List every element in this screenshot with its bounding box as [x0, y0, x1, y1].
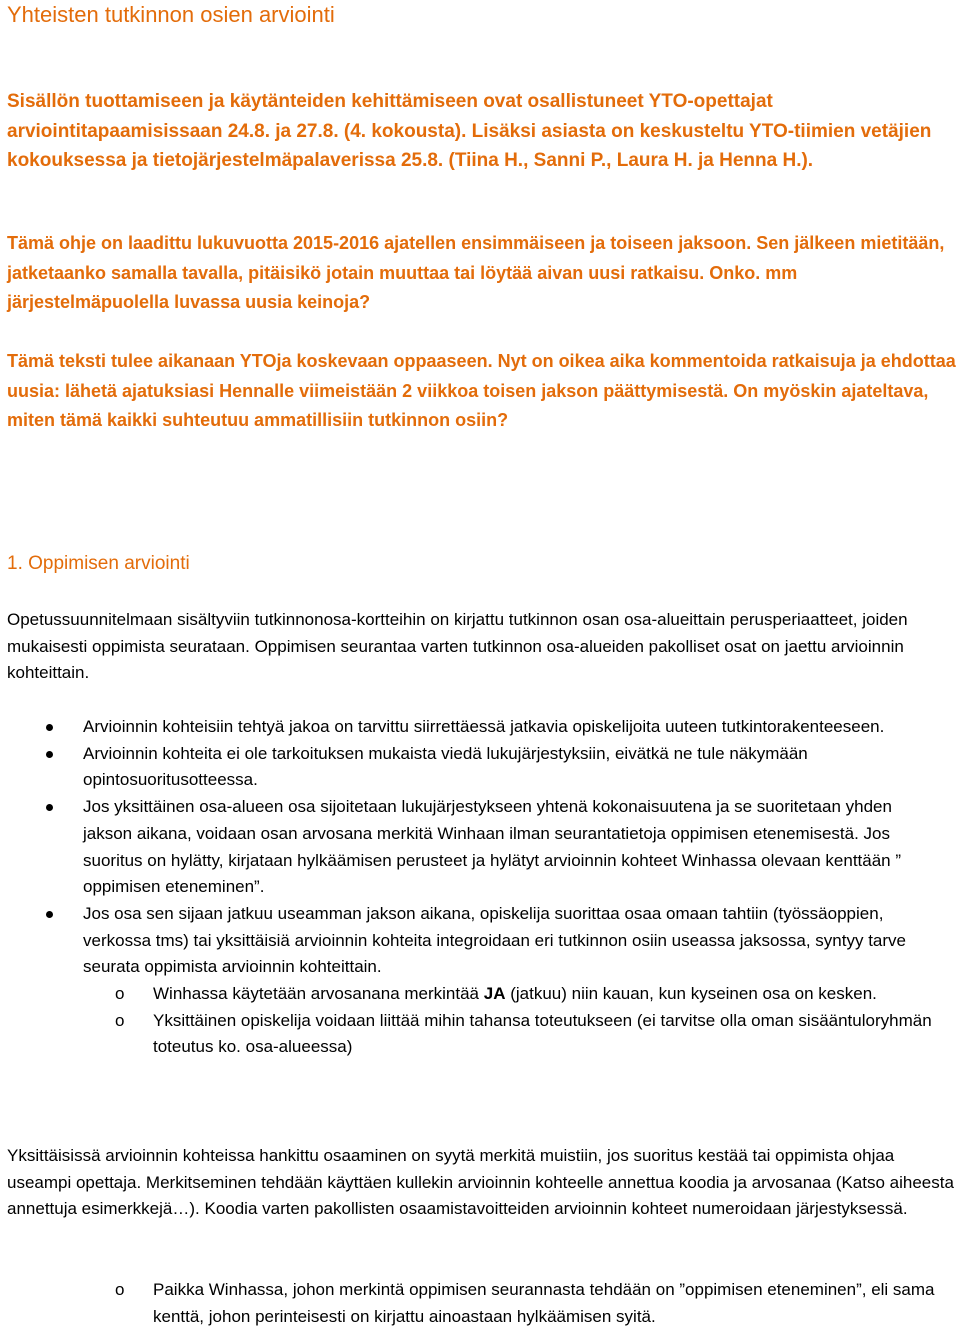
bullet-list	[0, 714, 960, 1061]
final-sub-list	[0, 1277, 960, 1330]
list-item-text: Arvioinnin kohteisiin tehtyä jakoa on tarvittu siirrettäessä jatkavia opiskelijoita uuteen tutkintorakenteeseen.	[83, 717, 885, 736]
sub-list-item	[0, 981, 943, 1008]
sub-item-bold: JA	[483, 984, 506, 1004]
circle-bullet-icon: o	[115, 1010, 125, 1030]
sub-list-item	[0, 1008, 943, 1061]
sub-item-text: Yksittäinen opiskelija voidaan liittää mihin tahansa toteutukseen (ei tarvitse olla oman sisääntuloryhmän toteutus ko. osa-alueessa)	[153, 1010, 932, 1057]
bullet-icon	[46, 751, 53, 758]
list-item-text: Arvioinnin kohteita ei ole tarkoituksen mukaista viedä lukujärjestyksiin, eivätkä ne tule näkymään opintosuoritusotteessa.	[83, 743, 808, 790]
sub-bullet-list	[0, 981, 960, 1061]
document-title: Yhteisten tutkinnon osien arviointi	[7, 2, 335, 27]
sub-item-text: Paikka Winhassa, johon merkintä oppimisen seurannasta tehdään on ”oppimisen eteneminen”, eli sama kenttä, johon perinteisesti on kirjattu ainoastaan hylkäämisen syitä.	[153, 1280, 935, 1326]
list-item	[0, 741, 943, 794]
notice-paragraph-2: Tämä teksti tulee aikanaan YTOja koskevaan oppaaseen. Nyt on oikea aika kommentoida ratkaisuja ja ehdottaa uusia: lähetä ajatuksiasi Hennalle viimeistään 2 viikkoa toisen jakson päättymisestä. On myöskin ajateltava, miten tämä kaikki suhteutuu ammatillisiin tutkinnon osiin?	[7, 351, 956, 430]
list-item-text: Jos osa sen sijaan jatkuu useamman jakson aikana, opiskelija suorittaa osaa omaan tahtiin (työssäoppien, verkossa tms) tai yksittäisiä arvioinnin kohteita integroidaan eri tutkinnon osiin useassa jaksossa, syntyy tarve seurata oppimista arvioinnin kohteittain.	[83, 903, 906, 977]
bullet-icon	[46, 724, 53, 731]
sub-list-container	[0, 981, 960, 1061]
sub-item-text-before: Winhassa käytetään arvosanana merkintää	[153, 984, 484, 1004]
body-paragraph-2: Yksittäisissä arvioinnin kohteissa hankittu osaaminen on syytä merkitä muistiin, jos suoritus kestää tai oppimista ohjaa useampi opettaja. Merkitseminen tehdään käyttäen kullekin arvioinnin kohteelle annettua koodia ja arvosanaa (Katso aiheesta annettuja esimerkkejä…). Koodia varten pakollisten osaamistavoitteiden arvioinnin kohteet numeroidaan järjestyksessä.	[7, 1146, 954, 1219]
list-item-text: Jos yksittäinen osa-alueen osa sijoitetaan lukujärjestykseen yhtenä kokonaisuutena ja se suoritetaan yhden jakson aikana, voidaan osan arvosana merkitä Winhaan ilman seurantatietoja oppimisen etenemisestä. Jos suoritus on hylätty, kirjataan hylkäämisen perusteet ja hylätyt arvioinnin kohteet Winhassa olevaan kenttään ” oppimisen eteneminen”.	[83, 797, 902, 897]
sub-item-text-after: (jatkuu) niin kauan, kun kyseinen osa on kesken.	[505, 984, 877, 1004]
list-item	[0, 794, 943, 901]
bullet-icon	[46, 804, 53, 811]
notice-paragraph-1: Tämä ohje on laadittu lukuvuotta 2015-2016 ajatellen ensimmäiseen ja toiseen jaksoon. Sen jälkeen mietitään, jatketaanko samalla tavalla, pitäisikö jotain muuttaa tai löytää aivan uusi ratkaisu. Onko. mm järjestelmäpuolella luvassa uusia keinoja?	[7, 233, 945, 312]
list-item	[0, 714, 943, 741]
bullet-icon	[46, 911, 53, 918]
circle-bullet-icon: o	[115, 1280, 125, 1299]
sub-list-item	[0, 1277, 953, 1330]
body-paragraph-1: Opetussuunnitelmaan sisältyviin tutkinnonosa-kortteihin on kirjattu tutkinnon osan osa-alueittain perusperiaatteet, joiden mukaisesti oppimista seurataan. Oppimisen seurantaa varten tutkinnon osa-alueiden pakolliset osat on jaettu arvioinnin kohteittain.	[7, 610, 908, 683]
section-heading: 1. Oppimisen arviointi	[7, 553, 190, 574]
list-item	[0, 901, 943, 981]
intro-paragraph: Sisällön tuottamiseen ja käytänteiden kehittämiseen ovat osallistuneet YTO-opettajat arviointitapaamisissaan 24.8. ja 27.8. (4. kokousta). Lisäksi asiasta on keskusteltu YTO-tiimien vetäjien kokouksessa ja tietojärjestelmäpalaverissa 25.8. (Tiina H., Sanni P., Laura H. ja Henna H.).	[7, 91, 932, 171]
circle-bullet-icon: o	[115, 984, 125, 1004]
